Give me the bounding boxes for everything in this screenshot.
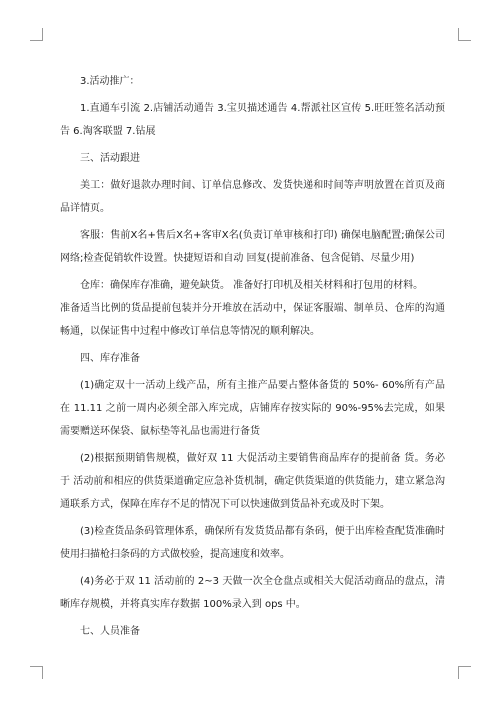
page-corner-mark-bottom-right [458,666,471,679]
paragraph-customer-service: 客服：售前X名+售后X名+客审X名(负责订单审核和打印) 确保电脑配置;确保公司网络;检查促销软件设置。快捷短语和自动 回复(提前准备、包含促销、尽量少用) [60,230,445,264]
page-corner-mark-top-left [30,28,43,41]
section-heading-inventory: 四、库存准备 [80,353,140,364]
section-heading-staffing: 七、人员准备 [80,626,140,637]
page-corner-mark-top-right [458,28,471,41]
paragraph-designer: 美工：做好退款办理时间、订单信息修改、发货快递和时间等声明放置在首页及商品详情页。 [60,180,445,214]
paragraph-promotion-channels: 1.直通车引流 2.店铺活动通告 3.宝贝描述通告 4.帮派社区宣传 5.旺旺签名活动预告 6.淘客联盟 7.钻展 [60,103,445,137]
paragraph-packaging: 准备适当比例的货品提前包装并分开堆放在活动中，保证客服端、制单员、仓库的沟通畅通，以保证售中过程中修改订单信息等情况的顺利解决。 [60,303,445,337]
page-corner-mark-bottom-left [30,666,43,679]
subheading-promotion: 3.活动推广： [80,76,140,87]
paragraph-inventory-1: (1)确定双十一活动上线产品，所有主推产品要占整体备货的 50%- 60%所有产品在 11.11 之前一周内必须全部入库完成，店铺库存按实际的 90%-95%去完成，如果需要赠送环保袋、鼠标垫等礼品也需进行备货 [60,380,445,437]
paragraph-inventory-4: (4)务必于双 11 活动前的 2~3 天做一次全仓盘点或相关大促活动商品的盘点，清晰库存规模，并将真实库存数据 100%录入到 ops 中。 [60,576,445,610]
document-body [60,70,445,643]
paragraph-warehouse: 仓库：确保库存准确，避免缺货。 准备好打印机及相关材料和打包用的材料。 [80,280,424,291]
paragraph-inventory-3: (3)检查货品条码管理体系，确保所有发货货品都有条码，便于出库检查配货准确时使用扫描枪扫条码的方式做校验，提高速度和效率。 [60,526,445,560]
paragraph-inventory-2: (2)根据预期销售规模，做好双 11 大促活动主要销售商品库存的提前备 货。务必于 活动前和相应的供货渠道确定应急补货机制，确定供货渠道的供货能力，建立紧急沟通联系方式，保障在库存不足的情况下可以快速做到货品补充或及时下架。 [60,453,445,510]
section-heading-follow-up: 三、活动跟进 [80,153,140,164]
